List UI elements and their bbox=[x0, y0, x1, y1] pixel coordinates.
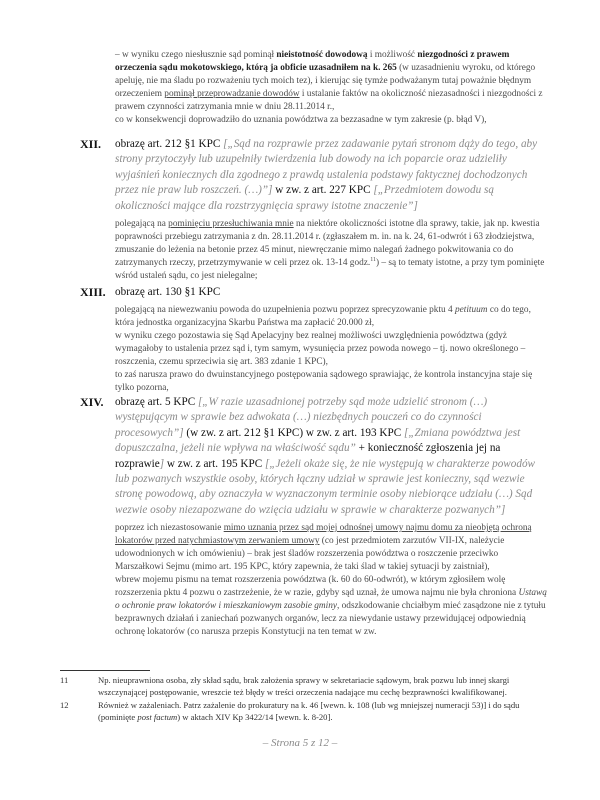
objection-content bbox=[115, 395, 547, 639]
objection-explanation-1: poprzez ich niezastosowanie mimo uznania przez sąd mojej odnośnej umowy najmu domu za nieobjętą ochroną lokatorów przed natychmiastowym zerwaniem umowy (co jest przedmiotem zarzutów VII-IX, należycie udowodnionych w ich omówieniu) – brak jest śladów rozszerzenia powództwa o roszczenie przeciwko Marszałkowi Sejmu (mimo art. 195 KPC, który zapewnia, że taki ślad w takiej sytuacji by zaistniał), bbox=[115, 523, 532, 573]
page-number: – Strona 5 z 12 – bbox=[262, 737, 338, 749]
footnote-text: Również w zażaleniach. Patrz zażalenie do prokuratury na k. 46 [wewn. k. 108 (lub wg mniejszej numeracji 53)] i do sądu (pominięte post factum) w aktach XIV Kp 3422/14 [wewn. k. 8-20]. bbox=[98, 700, 520, 722]
objection-number: XIV. bbox=[80, 395, 104, 409]
objection-content bbox=[115, 137, 547, 283]
objection-article: obrazę art. 5 KPC [„W razie uzasadnionej potrzeby sąd może udzielić stronom (…) występującym w sprawie bez adwokata (…) niezbędnych pouczeń co do czynności procesowych”] (w zw. z art. 212 §1 KPC) w zw. z art. 193 KPC [„Zmiana powództwa jest dopuszczalna, jeżeli nie wpływa na właściwość sądu” + konieczność zgłoszenia jej na rozprawie] w zw. z art. 195 KPC [„Jeżeli okaże się, że nie występują w charakterze powodów lub pozwanych wszystkie osoby, których łączny udział w sprawie jest konieczny, sąd wezwie stronę powodową, aby oznaczyła w wyznaczonym terminie osoby niebiorące udziału (…) Sąd wezwie osoby niezapozwane do wzięcia udziału w sprawie w charakterze pozwanych”] bbox=[115, 396, 535, 516]
objection-number: XII. bbox=[80, 137, 102, 151]
objection-explanation-2: wbrew mojemu pismu na temat rozszerzenia powództwa (k. 60 do 60-odwrót), w którym zgłosiłem wolę rozszerzenia pktu 4 pozwu o zastrzeżenie, że w razie, gdyby sąd uznał, że umowa najmu nie była chroniona Ustawą o ochronie praw lokatorów i mieszkaniowym zasobie gminy, odszkodowanie chciałbym mieć zasądzone nie z tytułu bezprawnych działań i zaniechań pozwanych organów, lecz za niewydanie ustawy przewidującej odpowiednią ochronę lokatorów (co narusza przepis Konstytucji na ten temat w zw. bbox=[115, 575, 547, 638]
intro-section bbox=[115, 49, 547, 127]
objection-explanation-2: w wyniku czego pozostawia się Sąd Apelacyjny bez realnej możliwości uwzględnienia powództwa (gdyż wymagałoby to ustalenia przez sąd i, tym samym, wysunięcia przez powoda nowego – tj. nowo określonego – roszczenia, czemu sprzeciwia się art. 383 zdanie 1 KPC), bbox=[115, 331, 526, 368]
objection-explanation: polegającą na pominięciu przesłuchiwania mnie na niektóre okoliczności istotne dla sprawy, takie, jak np. kwestia poprawności przebiegu zatrzymania z dn. 28.11.2014 r. (zgłaszałem m. in. na k. 24, 61-odwrót i 63 złodziejstwa, zmuszanie do leżenia na betonie przez 45 minut, niewręczanie mimo nalegań żadnego pokwitowania co do zatrzymanych rzeczy, przetrzymywanie w celi przez ok. 13-14 godz.$^{11}$) – są to tematy istotne, a przy tym pominięte wśród ustaleń sądu, co jest nielegalne; bbox=[115, 219, 545, 282]
objection-article: obrazę art. 130 §1 KPC bbox=[115, 286, 221, 298]
objection-explanation-3: to zaś narusza prawo do dwuinstancyjnego postępowania sądowego sprawiając, że kontrola instancyjna staje się tylko pozorna, bbox=[115, 370, 533, 394]
intro-paragraph-2: co w konsekwencji doprowadziło do uznania powództwa za bezzasadne w tym zakresie (p. błąd V), bbox=[115, 115, 487, 125]
footnote-text: Np. nieuprawniona osoba, zły skład sądu, brak założenia sprawy w sekretariacie sądowym, brak pozwu lub innej skargi wszczynającej postępowanie, wreszcie też błędy w treści orzeczenia nadające mu cechę bezprawności kwalifikowanej. bbox=[98, 675, 510, 697]
intro-paragraph-1: – w wyniku czego niesłusznie sąd pominął nieistotność dowodową i możliwość niezgodności z prawem orzeczenia sądu mokotowskiego, którą ja obficie uzasadniłem na k. 265 (w uzasadnieniu wyroku, od którego apeluję, nie ma śladu po rozważeniu tych moich tez), i kierując się tymże podważanym tutaj poważnie błędnym orzeczeniem pominął przeprowadzanie dowodów i ustalanie faktów na okoliczność niezasadności i niezgodności z prawem czynności zatrzymania mnie w dniu 28.11.2014 r., bbox=[115, 50, 543, 112]
objection-number: XIII. bbox=[80, 285, 106, 299]
footnote-number: 11 bbox=[60, 675, 69, 685]
footnote-separator bbox=[60, 670, 150, 671]
footnote-number: 12 bbox=[60, 700, 69, 710]
objection-content bbox=[115, 285, 547, 395]
objection-explanation-1: polegającą na niewezwaniu powoda do uzupełnienia pozwu poprzez sprecyzowanie pktu 4 petituum co do tego, która jednostka organizacyjna Skarbu Państwa ma zapłacić 20.000 zł, bbox=[115, 305, 531, 329]
objection-article: obrazę art. 212 §1 KPC [„Sąd na rozprawie przez zadawanie pytań stronom dąży do tego, aby strony przytoczyły lub uzupełniły twierdzenia lub dowody na ich poparcie oraz udzieliły wyjaśnień koniecznych dla zgodnego z prawdą ustalenia podstawy faktycznej dochodzonych przez nie praw lub roszczeń. (…)”] w zw. z art. 227 KPC [„Przedmiotem dowodu są okoliczności mające dla rozstrzygnięcia sprawy istotne znaczenie”] bbox=[115, 138, 538, 212]
